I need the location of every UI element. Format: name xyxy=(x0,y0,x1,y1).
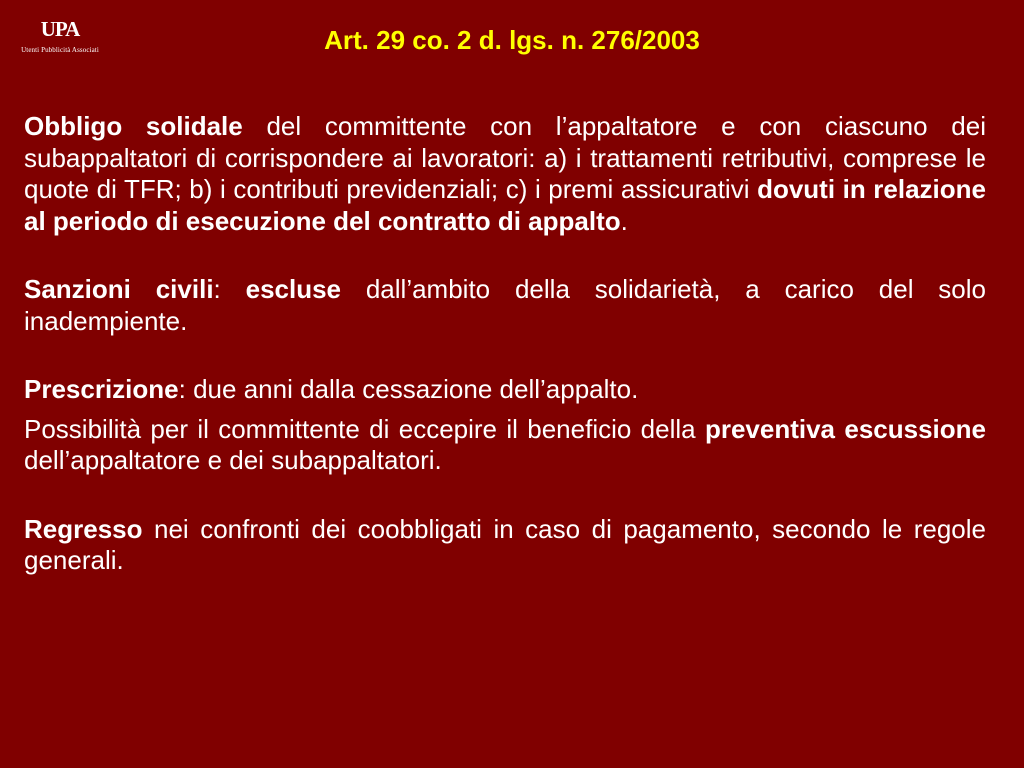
paragraph-sanzioni-civili xyxy=(24,274,986,337)
paragraph-text: nei confronti dei coobbligati in caso di pagamento, secondo le regole generali. xyxy=(24,513,986,575)
emphasis-periodo-esecuzione: dovuti in relazione al periodo di esecuzione del contratto di appalto xyxy=(24,174,987,236)
logo-subtitle: Utenti Pubblicità Associati xyxy=(21,46,99,54)
paragraph-text: . xyxy=(620,205,628,236)
term-regresso: Regresso xyxy=(24,513,143,544)
paragraph-regresso xyxy=(24,514,986,577)
slide-body xyxy=(24,111,986,577)
term-sanzioni-civili: Sanzioni civili xyxy=(24,274,214,304)
upa-logo xyxy=(10,18,110,55)
paragraph-obbligo-solidale xyxy=(24,111,986,237)
term-obbligo-solidale: Obbligo solidale xyxy=(24,111,243,141)
logo-mark: UPA xyxy=(40,17,80,41)
paragraph-text: dell’appaltatore e dei subappaltatori. xyxy=(24,445,442,475)
paragraph-text: Possibilità per il committente di eccepire il beneficio della xyxy=(24,413,705,444)
paragraph-prescrizione xyxy=(24,374,986,406)
slide-title: Art. 29 co. 2 d. lgs. n. 276/2003 xyxy=(324,25,700,55)
term-prescrizione: Prescrizione xyxy=(24,374,179,404)
emphasis-preventiva-escussione: preventiva escussione xyxy=(704,413,986,444)
paragraph-text: : xyxy=(213,274,246,304)
paragraph-possibilita xyxy=(24,414,986,477)
paragraph-text: : due anni dalla cessazione dell’appalto. xyxy=(178,374,639,404)
emphasis-escluse: escluse xyxy=(245,274,342,304)
paragraph-text: del committente con l’appaltatore e con ciascuno dei subappaltatori di corrispondere ai lavoratori: a) i trattamenti retributivi, comprese le quote di TFR; b) i contributi previdenziali; c) i premi assicurativi xyxy=(24,111,986,204)
paragraph-text: dall’ambito della solidarietà, a carico del solo inadempiente. xyxy=(24,274,986,336)
